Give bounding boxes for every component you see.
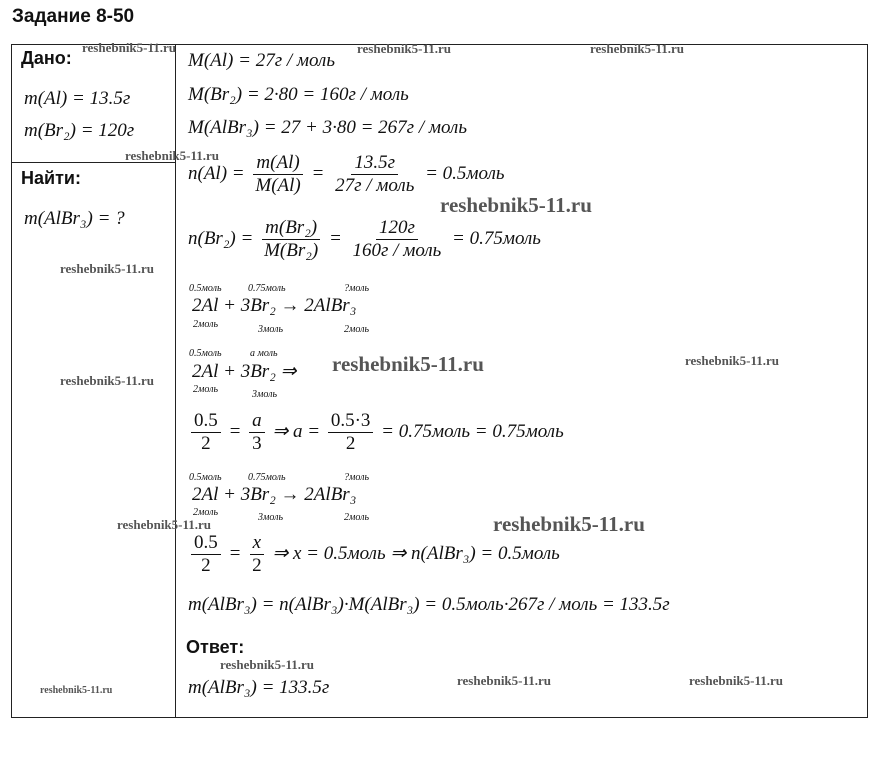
- watermark: reshebnik5-11.ru: [440, 193, 592, 217]
- find-label: Найти:: [21, 168, 81, 188]
- r2-bot-br: 3моль: [252, 389, 278, 400]
- reaction2-equation: 2Al + 3Br₂ ⇒: [192, 361, 297, 382]
- r1-bot-al: 2моль: [193, 319, 219, 330]
- n-br-lhs: n(Br₂) =: [188, 227, 254, 249]
- watermark: reshebnik5-11.ru: [125, 148, 220, 163]
- molar-mass-br: M(Br₂) = 2·80 = 160г / моль: [188, 84, 409, 105]
- r2-top-al: 0.5моль: [189, 348, 222, 359]
- watermark: reshebnik5-11.ru: [220, 657, 315, 672]
- watermark: reshebnik5-11.ru: [357, 41, 452, 56]
- n-al-equation: n(Al) = $\frac{m(Al)}{M(Al)}$ = $\frac{13.5г}{\text{27г / моль}}$ = 0.5моль: [188, 152, 505, 196]
- proportion1: $\frac{0.5}{2}$ = $\frac{a}{3}$ ⇒ a = $\frac{0.5\cdot 3}{2}$ = 0.75моль = 0.75моль: [188, 410, 564, 455]
- n-br-frac1: $\frac{\text{m(Br₂)}}{\text{M(Br₂)}}$: [264, 217, 319, 261]
- given-mass-al: m(Al) = 13.5г: [24, 88, 131, 109]
- molar-mass-al: M(Al) = 27г / моль: [188, 50, 335, 71]
- r2-top-br: a моль: [250, 348, 278, 359]
- watermark: reshebnik5-11.ru: [40, 685, 113, 696]
- reaction3-equation: 2Al + 3Br₂ → 2AlBr₃: [192, 484, 357, 505]
- watermark: reshebnik5-11.ru: [332, 352, 484, 376]
- r3-bot-prod: 2моль: [344, 512, 370, 523]
- mass-calculation: m(AlBr₃) = n(AlBr₃)·M(AlBr₃) = 0.5моль·267г / моль = 133.5г: [188, 594, 670, 615]
- find-mass: m(AlBr₃) = ?: [24, 208, 125, 229]
- proportion2-result: ⇒ x = 0.5моль ⇒ n(AlBr₃) = 0.5моль: [272, 542, 560, 564]
- r1-bot-prod: 2моль: [344, 324, 370, 335]
- watermark: reshebnik5-11.ru: [590, 41, 685, 56]
- r1-top-al: 0.5моль: [189, 283, 222, 294]
- r1-bot-br: 3моль: [258, 324, 284, 335]
- watermark: reshebnik5-11.ru: [457, 673, 552, 688]
- watermark: reshebnik5-11.ru: [60, 261, 155, 276]
- n-al-frac1: $\frac{m(Al)}{M(Al)}$: [255, 152, 301, 196]
- given-label: Дано:: [21, 48, 72, 68]
- column-divider: [175, 44, 176, 718]
- molar-mass-albr: M(AlBr₃) = 27 + 3·80 = 267г / моль: [188, 117, 467, 138]
- proportion1-result: = 0.75моль = 0.75моль: [381, 420, 564, 442]
- answer-value: m(AlBr₃) = 133.5г: [188, 677, 330, 698]
- n-al-lhs: n(Al) =: [188, 162, 245, 184]
- r3-bot-br: 3моль: [258, 512, 284, 523]
- n-br-frac2: $\frac{120г}{\text{160г / моль}}$: [352, 217, 442, 261]
- given-mass-br: m(Br₂) = 120г: [24, 120, 135, 141]
- watermark: reshebnik5-11.ru: [82, 40, 177, 55]
- n-br-equation: n(Br₂) = $\frac{\text{m(Br₂)}}{\text{M(Br₂)}}$ = $\frac{120г}{\text{160г / моль}}$ = 0.75моль: [188, 217, 541, 261]
- n-al-frac2: $\frac{13.5г}{\text{27г / моль}}$: [335, 152, 415, 196]
- r3-top-prod: ?моль: [344, 472, 370, 483]
- page-title: Задание 8-50: [12, 6, 135, 27]
- r1-top-br: 0.75моль: [248, 283, 286, 294]
- n-br-result: = 0.75моль: [452, 227, 541, 249]
- r2-bot-al: 2моль: [193, 384, 219, 395]
- watermark: reshebnik5-11.ru: [493, 512, 645, 536]
- reaction1-equation: 2Al + 3Br₂ → 2AlBr₃: [192, 295, 357, 316]
- r3-top-br: 0.75моль: [248, 472, 286, 483]
- watermark: reshebnik5-11.ru: [117, 517, 212, 532]
- watermark: reshebnik5-11.ru: [685, 353, 780, 368]
- n-al-result: = 0.5моль: [425, 162, 505, 184]
- answer-label: Ответ:: [186, 637, 245, 657]
- r3-bot-al: 2моль: [193, 507, 219, 518]
- watermark: reshebnik5-11.ru: [60, 373, 155, 388]
- watermark: reshebnik5-11.ru: [689, 673, 784, 688]
- proportion2: $\frac{0.5}{2}$ = $\frac{x}{2}$ ⇒ x = 0.5моль ⇒ n(AlBr₃) = 0.5моль: [188, 532, 560, 577]
- r1-top-prod: ?моль: [344, 283, 370, 294]
- r3-top-al: 0.5моль: [189, 472, 222, 483]
